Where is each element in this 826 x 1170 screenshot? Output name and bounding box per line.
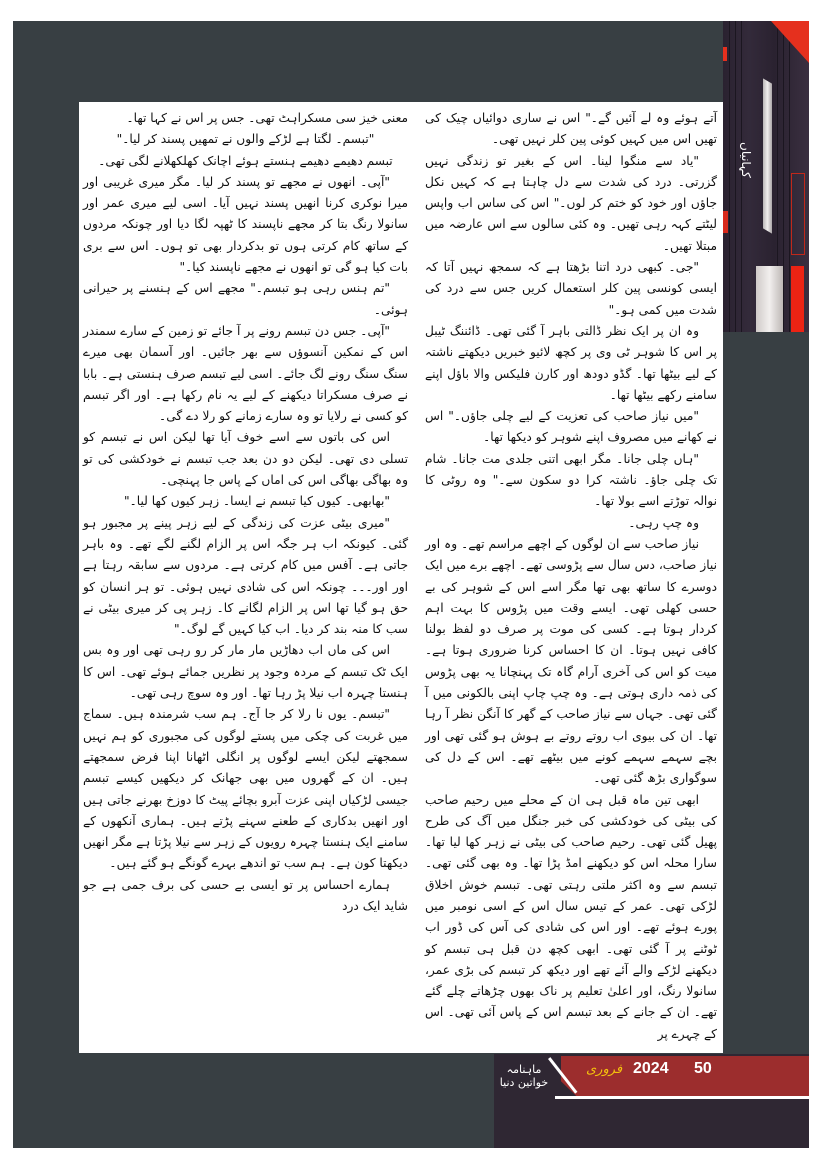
paragraph: "ہاں چلی جانا۔ مگر ابھی اتنی جلدی مت جانا۔ شام تک چلی جاؤ۔ ناشتہ کرا دو سکون سے۔" وہ روٹی کا نوالہ توڑتے اسے بولا تھا۔ bbox=[425, 451, 717, 509]
paragraph: اس کی باتوں سے اسے خوف آیا تھا لیکن اس نے تبسم کو تسلی دی تھی۔ لیکن دو دن بعد جب تبسم نے خودکشی کی تو وہ بھاگی بھاگی اس کی اماں کے پاس جا پہنچی۔ bbox=[83, 430, 408, 488]
paragraph: آتے ہوئے وہ لے آئیں گے۔" اس نے ساری دوائیاں چیک کی تھیں اس میں کہیں کوئی پین کلر نہیں تھی۔ bbox=[425, 111, 717, 147]
paragraph: "تم ہنس رہی ہو تبسم۔" مجھے اس کے ہنسنے پر حیرانی ہوئی۔ bbox=[83, 281, 408, 317]
article-page bbox=[79, 102, 723, 1053]
banner-stripe bbox=[783, 21, 784, 332]
paragraph: "میں نیاز صاحب کی تعزیت کے لیے چلی جاؤں۔" اس نے کھانے میں مصروف اپنے شوہر کو دیکھا تھا۔ bbox=[425, 409, 717, 445]
paragraph: وہ چپ رہی۔ bbox=[628, 515, 699, 530]
section-label: کہانیاں bbox=[739, 142, 753, 178]
paragraph: معنی خیز سی مسکراہٹ تھی۔ جس پر اس نے کہا تھا۔ bbox=[126, 111, 408, 125]
paragraph: اس کی ماں اب دھاڑیں مار مار کر رو رہی تھی اور وہ بس ایک ٹک تبسم کے مردہ وجود پر نظریں جمائے ہوئے تھی۔ اس کا ہنستا چہرہ اب نیلا پڑ رہا تھا۔ اور وہ سوچ رہی تھی۔ bbox=[83, 643, 408, 701]
paragraph: "میری بیٹی عزت کی زندگی کے لیے زہر پینے پر مجبور ہو گئی۔ کیونکہ اب ہر جگہ اس پر الزام لگنے لگے تھے۔ وہ باہر جاتی ہے۔ آفس میں کام کرتی ہے۔ مردوں سے سابقہ رہتا ہے اور اور۔۔۔ چونکہ اس کی شادی نہیں ہوئی۔ تو ہر انسان کو حق ہو گیا تھا اس پر الزام لگانے کا۔ زہر پی کر میری بیٹی نے سب کا منہ بند کر دیا۔ اب کیا کہیں گے لوگ۔" bbox=[83, 515, 408, 637]
page-number: 50 bbox=[694, 1060, 712, 1077]
paragraph: "تبسم۔ لگتا ہے لڑکے والوں نے تمھیں پسند کر لیا۔" bbox=[116, 132, 375, 147]
paragraph: وہ ان پر ایک نظر ڈالتی باہر آ گئی تھی۔ ڈائننگ ٹیبل پر اس کا شوہر ٹی وی پر کچھ لائیو خبریں دیکھتے ناشتہ کے لیے بیٹھا تھا۔ گڈو دودھ اور کارن فلیکس والا باؤل اپنے سامنے رکھے بیٹھا تھا۔ bbox=[425, 323, 717, 402]
paragraph: "آپی۔ جس دن تبسم رونے پر آ جائے تو زمین کے سارے سمندر اس کے نمکین آنسوؤں سے بھر جائیں۔ اور آسمان بھی میرے سنگ سنگ رونے لگ جائے۔ اسی لیے تبسم صرف ہنستی ہے۔ بابا نے صرف مسکراتا دیکھنے کے لیے یہ نام رکھا ہے۔ اور اگر تبسم کو کسی نے رلایا تو وہ سارے زمانے کو رلا دے گی۔ bbox=[83, 323, 408, 424]
paragraph: "آپی۔ انھوں نے مجھے تو پسند کر لیا۔ مگر میری غریبی اور میرا نوکری کرنا انھیں پسند نہیں آیا۔ اسی لیے میری عمر اور سانولا رنگ بتا کر مجھے ناپسند کا ٹھپہ لگا دیا اور چونکہ مردوں کے ساتھ کام کرتی ہوں تو بدکردار بھی تو ہوں۔ اس سے بری بات کیا ہو گی تو انھوں نے مجھے ناپسند کیا۔" bbox=[83, 174, 408, 275]
red-edge-accent bbox=[723, 47, 727, 61]
article-column-right bbox=[425, 108, 717, 1045]
footer-divider-line bbox=[555, 1096, 809, 1099]
paragraph: تبسم دھیمے دھیمے ہنستے ہوئے اچانک کھلکھلانے لگی تھی۔ bbox=[98, 153, 393, 168]
paragraph: ہمارے احساس پر تو ایسی بے حسی کی برف جمی ہے جو شاید ایک درد bbox=[83, 877, 408, 913]
banner-stripe bbox=[789, 21, 790, 332]
red-block-accent bbox=[791, 266, 804, 332]
silver-stripe bbox=[763, 78, 772, 233]
paragraph: نیاز صاحب سے ان لوگوں کے اچھے مراسم تھے۔ وہ اور نیاز صاحب، دس سال سے پڑوسی تھے۔ اچھے برے میں ایک دوسرے کا ساتھ بھی تھا مگر اسے اس کے شوہر کی بے حسی کھلی تھی۔ ایسے وقت میں پڑوس کا بہت اہم کردار ہوتا ہے۔ کسی کی موت پر صرف دو لفظ بولنا کافی نہیں ہوتا۔ ان کا احساس کرنا ضروری ہوتا ہے۔ میت کو اس کی آخری آرام گاہ تک پہنچانا یہ بھی پڑوس کی ذمہ داری ہوتی ہے۔ وہ چپ چاپ اپنی بالکونی میں آ گئی تھی۔ جہاں سے نیاز صاحب کے گھر کا آنگن نظر آ رہا تھا۔ ان کی بیوی اب روتے روتے بے ہوش ہو گئی تھی اور بچے سہمے سہمے کونے میں بیٹھے تھے۔ اس کے دل کی سوگواری بڑھ گئی تھی۔ bbox=[425, 536, 717, 786]
paragraph: "بھابھی۔ کیوں کیا تبسم نے ایسا۔ زہر کیوں کھا لیا۔" bbox=[124, 494, 390, 509]
paragraph: ابھی تین ماہ قبل ہی ان کے محلے میں رحیم صاحب کی بیٹی کی خودکشی کی خبر جنگل میں آگ کی طرح پھیل گئی تھی۔ رحیم صاحب کی بیٹی نے زہر کھا لیا تھا۔ سارا محلہ اس کو دیکھنے امڈ پڑا تھا۔ وہ بھی گئی تھی۔ تبسم سے وہ اکثر ملتی رہتی تھی۔ تبسم خوش اخلاق لڑکی تھی۔ عمر کے تیس سال اس کے اسی نومبر میں پورے ہوئے تھے۔ اور اس کی شادی کی آس کی ڈور اب ٹوٹنے پر آ گئی تھی۔ ابھی کچھ دن قبل ہی تبسم کو دیکھنے لڑکے والے آئے تھے اور دیکھ کر تبسم کی بڑی عمر، سانولا رنگ، اور اعلیٰ تعلیم پر ناک بھوں چڑھاتے چلے گئے تھے۔ ان کے جانے کے بعد تبسم اس کے پاس آئی تھی۔ اس کے چہرے پر bbox=[425, 792, 717, 1041]
paragraph: "تبسم۔ یوں نا رلا کر جا آج۔ ہم سب شرمندہ ہیں۔ سماج میں غربت کی چکی میں پستے لوگوں کی مجبوری کو ہم نہیں سمجھتے لیکن ایسے لوگوں پر انگلی اٹھانا اپنا فرض سمجھتے ہیں۔ ان کے گھروں میں بھی جھانک کر دیکھیں کیسے تبسم جیسی لڑکیاں اپنی عزت آبرو بچائے پیٹ کا دوزخ بھرنے جاتی ہیں اور انھیں بدکاری کے طعنے سہنے پڑتے ہیں۔ ہماری آنکھوں کے سامنے ایک ہنستا چہرہ رویوں کے زہر سے نیلا پڑتا ہے مگر انھیں دیکھتا کون ہے۔ ہم سب تو اندھے بہرے گونگے ہو گئے ہیں۔ bbox=[83, 707, 408, 871]
magazine-title: ماہنامہ خواتین دنیا bbox=[499, 1063, 549, 1089]
paragraph: "یاد سے منگوا لینا۔ اس کے بغیر تو زندگی نہیں گزرتی۔ درد کی شدت سے دل چاہتا ہے کہ کہیں نکل جاؤں اور خود کو ختم کر لوں۔" اس کی ساس اب واپس لیٹتے کہہ رہی تھیں۔ وہ کئی سالوں سے اس عارضہ میں مبتلا تھیں۔ bbox=[425, 153, 717, 253]
red-corner-accent bbox=[771, 21, 809, 63]
red-outline-accent bbox=[791, 173, 805, 255]
issue-month: فروری bbox=[586, 1062, 623, 1077]
paragraph: "جی۔ کبھی درد اتنا بڑھتا ہے کہ سمجھ نہیں آتا کہ ایسی کونسی پین کلر استعمال کریں جس سے درد کی شدت میں کمی ہو۔" bbox=[425, 260, 717, 317]
issue-year: 2024 bbox=[633, 1060, 669, 1077]
footer bbox=[494, 1054, 809, 1148]
article-column-left bbox=[83, 108, 408, 917]
banner-stripe bbox=[729, 21, 730, 332]
silver-block bbox=[756, 266, 783, 332]
red-edge-accent bbox=[723, 211, 728, 233]
